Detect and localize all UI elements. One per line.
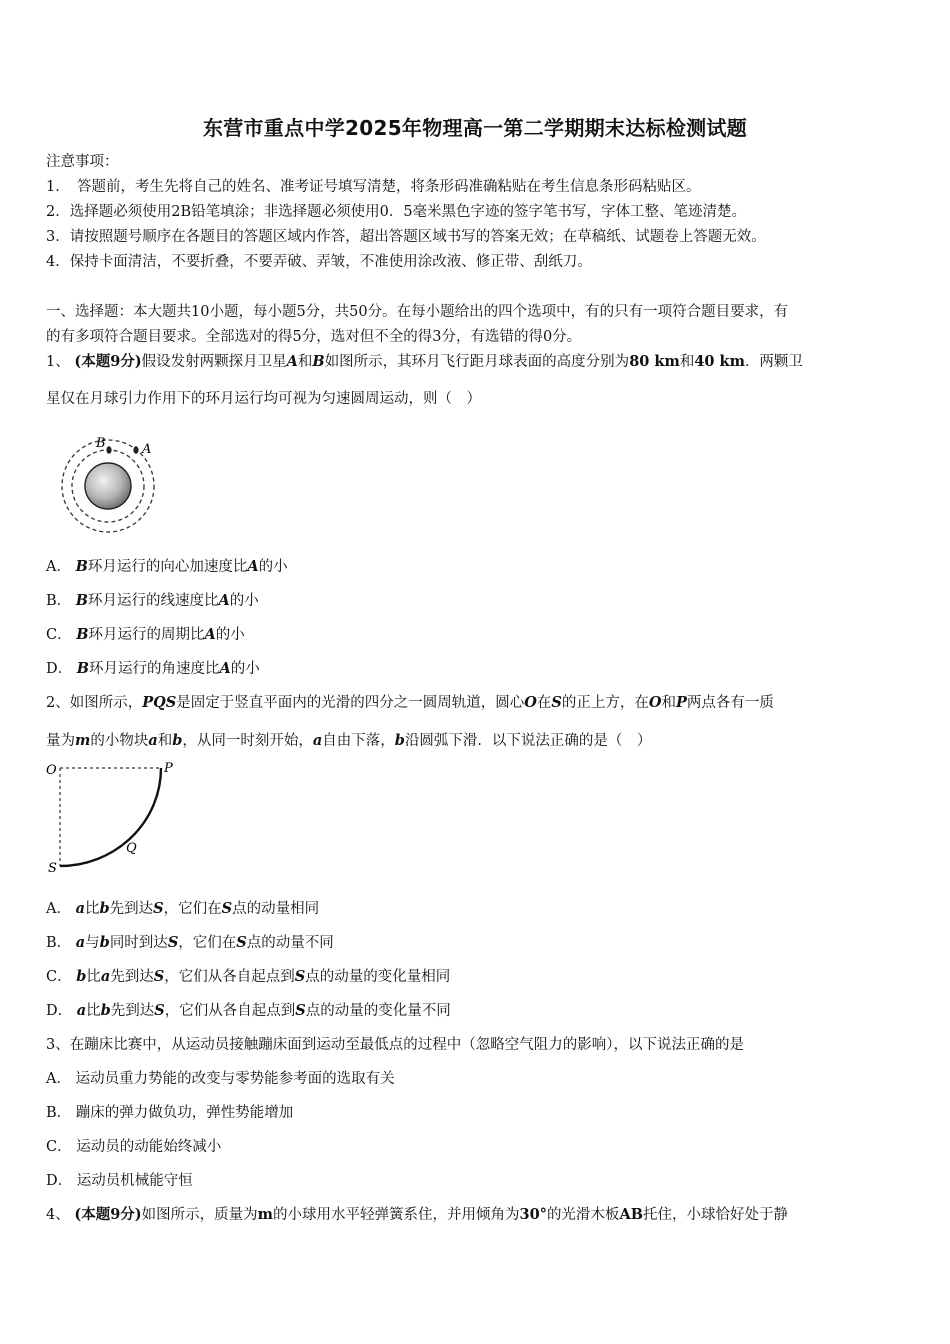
option-key: D． (46, 661, 73, 677)
q1-option-c (46, 625, 908, 645)
notice-item-3: 3．请按照题号顺序在各题目的答题区域内作答，超出答题区域书写的答案无效；在草稿纸、试题卷上答题无效。 (46, 229, 766, 245)
option-text: 先到达 (109, 901, 154, 917)
q3-stem: 3、在蹦床比赛中，从运动员接触蹦床面到运动至最低点的过程中（忽略空气阻力的影响），以下说法正确的是 (46, 1037, 744, 1053)
option-var: a (75, 934, 86, 951)
option-var: B (75, 592, 89, 609)
notice-item-2: 2．选择题必须使用2B铅笔填涂；非选择题必须使用0．5毫米黑色字迹的签字笔书写，字体工整、笔迹清楚。 (46, 204, 747, 220)
q2-var: PQS (142, 694, 177, 711)
q1-height-2: 40 km (694, 353, 745, 370)
q2-option-c (46, 967, 908, 987)
option-text: 环月运行的角速度比 (89, 661, 220, 677)
q4-tag: (本题9分) (74, 1206, 142, 1223)
section1-line1: 一、选择题：本大题共10小题，每小题5分，共50分。在每小题给出的四个选项中，有的只有一项符合题目要求，有 (46, 304, 789, 320)
q2-stem-line2 (46, 731, 908, 751)
option-key: D． (46, 1173, 73, 1189)
option-text: 比 (85, 901, 100, 917)
option-key: C． (46, 1139, 72, 1155)
q4-var: AB (619, 1206, 643, 1223)
q2-text: 的小物块 (90, 733, 149, 749)
option-key: A． (46, 901, 71, 917)
label-q: Q (126, 841, 137, 856)
option-var: B (75, 558, 88, 575)
q2-var: a (148, 732, 158, 749)
notice-heading: 注意事项： (46, 154, 119, 170)
q2-var: P (676, 694, 687, 711)
option-text: 的小 (230, 661, 260, 677)
q2-var: a (312, 732, 323, 749)
option-text: 点的动量的变化量不同 (305, 1003, 451, 1019)
option-key: B． (46, 593, 72, 609)
option-var: b (99, 900, 110, 917)
notice-item-1: 1． 答题前，考生先将自己的姓名、准考证号填写清楚，将条形码准确粘贴在考生信息条形码粘贴区。 (46, 179, 701, 195)
option-key: B． (46, 1105, 72, 1121)
option-var: A (218, 592, 230, 609)
label-o: O (46, 763, 57, 778)
option-text: 的小 (215, 627, 245, 643)
option-var: B (76, 660, 90, 677)
label-p: P (164, 761, 173, 776)
q1-text: ．两颗卫 (744, 354, 803, 370)
option-key: C． (46, 627, 72, 643)
q1-text: 和 (679, 354, 695, 370)
satellite-b (106, 446, 111, 454)
option-text: 先到达 (110, 1003, 155, 1019)
option-var: a (100, 968, 111, 985)
q2-var: O (648, 694, 662, 711)
option-key: B． (46, 935, 72, 951)
option-var: S (295, 1002, 306, 1019)
q2-option-a (46, 899, 908, 919)
q2-var: b (172, 732, 183, 749)
option-var: b (76, 968, 87, 985)
option-var: b (100, 1002, 111, 1019)
q3-option-c (46, 1137, 908, 1157)
option-var: S (236, 934, 247, 951)
option-var: A (247, 558, 259, 575)
option-text: 运动员的动能始终减小 (76, 1139, 222, 1155)
option-key: A． (46, 1071, 71, 1087)
q3-option-b (46, 1103, 908, 1123)
option-text: 点的动量相同 (232, 901, 320, 917)
q4-angle: 30° (519, 1206, 547, 1223)
option-text: 比 (86, 1003, 101, 1019)
q2-text: 在 (536, 695, 552, 711)
q2-text: 沿圆弧下滑．以下说法正确的是（ ） (404, 733, 652, 749)
option-text: 运动员机械能守恒 (76, 1173, 193, 1189)
option-text: 环月运行的线速度比 (88, 593, 219, 609)
section1-line2: 的有多项符合题目要求。全部选对的得5分，选对但不全的得3分，有选错的得0分。 (46, 329, 582, 345)
q2-text: 和 (661, 695, 677, 711)
option-var: A (204, 626, 216, 643)
q2-text: 两点各有一质 (686, 695, 774, 711)
option-text: ，它们在 (163, 901, 222, 917)
option-var: b (99, 934, 110, 951)
option-var: B (76, 626, 89, 643)
q1-var-a: A (286, 353, 298, 370)
q2-var: m (75, 732, 91, 749)
option-text: 同时到达 (109, 935, 168, 951)
option-text: 点的动量不同 (246, 935, 334, 951)
label-b: B (96, 436, 106, 451)
q1-tag: (本题9分) (74, 353, 142, 370)
q2-text: 量为 (46, 733, 75, 749)
option-key: A． (46, 559, 71, 575)
q1-orbit-figure (56, 433, 160, 535)
option-var: A (219, 660, 231, 677)
moon (85, 463, 131, 509)
q3-option-a (46, 1069, 908, 1089)
q2-option-b (46, 933, 908, 953)
q4-number: 4、 (46, 1207, 70, 1223)
option-text: 与 (85, 935, 100, 951)
q2-track-figure (44, 758, 184, 878)
q1-height-1: 80 km (629, 353, 680, 370)
option-var: S (153, 968, 165, 985)
option-text: 的小 (229, 593, 259, 609)
arc-track (60, 768, 161, 866)
option-var: S (221, 900, 233, 917)
option-var: S (167, 934, 179, 951)
q1-option-a (46, 557, 908, 577)
option-text: 先到达 (110, 969, 154, 985)
q2-var: S (551, 694, 562, 711)
option-text: ，它们在 (178, 935, 237, 951)
option-var: S (294, 968, 306, 985)
q2-text: 自由下落， (322, 733, 395, 749)
option-key: D． (46, 1003, 73, 1019)
q4-var: m (257, 1206, 273, 1223)
option-text: 点的动量的变化量相同 (305, 969, 451, 985)
option-text: 环月运行的向心加速度比 (87, 559, 248, 575)
q2-option-d (46, 1001, 908, 1021)
q4-text: 托住，小球恰好处于静 (642, 1207, 788, 1223)
notice-item-4: 4．保持卡面清洁，不要折叠，不要弄破、弄皱，不准使用涂改液、修正带、刮纸刀。 (46, 254, 592, 270)
q2-var: O (524, 694, 537, 711)
label-a: A (142, 442, 152, 457)
q1-text: 和 (297, 354, 313, 370)
q4-text: 的光滑木板 (546, 1207, 620, 1223)
option-text: 蹦床的弹力做负功，弹性势能增加 (75, 1105, 294, 1121)
q4-text: 如图所示，质量为 (141, 1207, 258, 1223)
option-text: 环月运行的周期比 (88, 627, 205, 643)
option-var: S (154, 1002, 165, 1019)
q2-var: b (394, 732, 405, 749)
page-title: 东营市重点中学2025年物理高一第二学期期末达标检测试题 (202, 116, 748, 140)
q3-option-d (46, 1171, 908, 1191)
q1-number: 1、 (46, 354, 70, 370)
q2-stem-line1 (46, 693, 908, 713)
q2-text: 的正上方，在 (561, 695, 649, 711)
label-s: S (48, 861, 57, 876)
option-var: a (75, 900, 85, 917)
q1-option-b (46, 591, 908, 611)
option-text: 运动员重力势能的改变与零势能参考面的选取有关 (75, 1071, 395, 1087)
option-var: a (76, 1002, 87, 1019)
q1-var-b: B (312, 353, 325, 370)
q4-text: 的小球用水平轻弹簧系住，并用倾角为 (273, 1207, 520, 1223)
q1-option-d (46, 659, 908, 679)
option-text: 的小 (258, 559, 288, 575)
option-text: 比 (86, 969, 101, 985)
q2-text: 和 (157, 733, 173, 749)
q1-text: 假设发射两颗探月卫星 (141, 354, 287, 370)
q2-text: ，从同一时刻开始， (182, 733, 313, 749)
option-var: S (153, 900, 164, 917)
q1-stem-line2: 星仅在月球引力作用下的环月运行均可视为匀速圆周运动，则（ ） (46, 391, 481, 407)
satellite-a (133, 446, 138, 454)
option-key: C． (46, 969, 72, 985)
q1-text: 如图所示，其环月飞行距月球表面的高度分别为 (324, 354, 630, 370)
q2-text: 是固定于竖直平面内的光滑的四分之一圆周轨道，圆心 (176, 695, 525, 711)
option-text: ，它们从各自起点到 (164, 1003, 296, 1019)
q2-text: 2、如图所示， (46, 695, 143, 711)
q1-stem-line1 (46, 352, 908, 372)
option-text: ，它们从各自起点到 (164, 969, 295, 985)
q4-stem-line1 (46, 1205, 908, 1225)
